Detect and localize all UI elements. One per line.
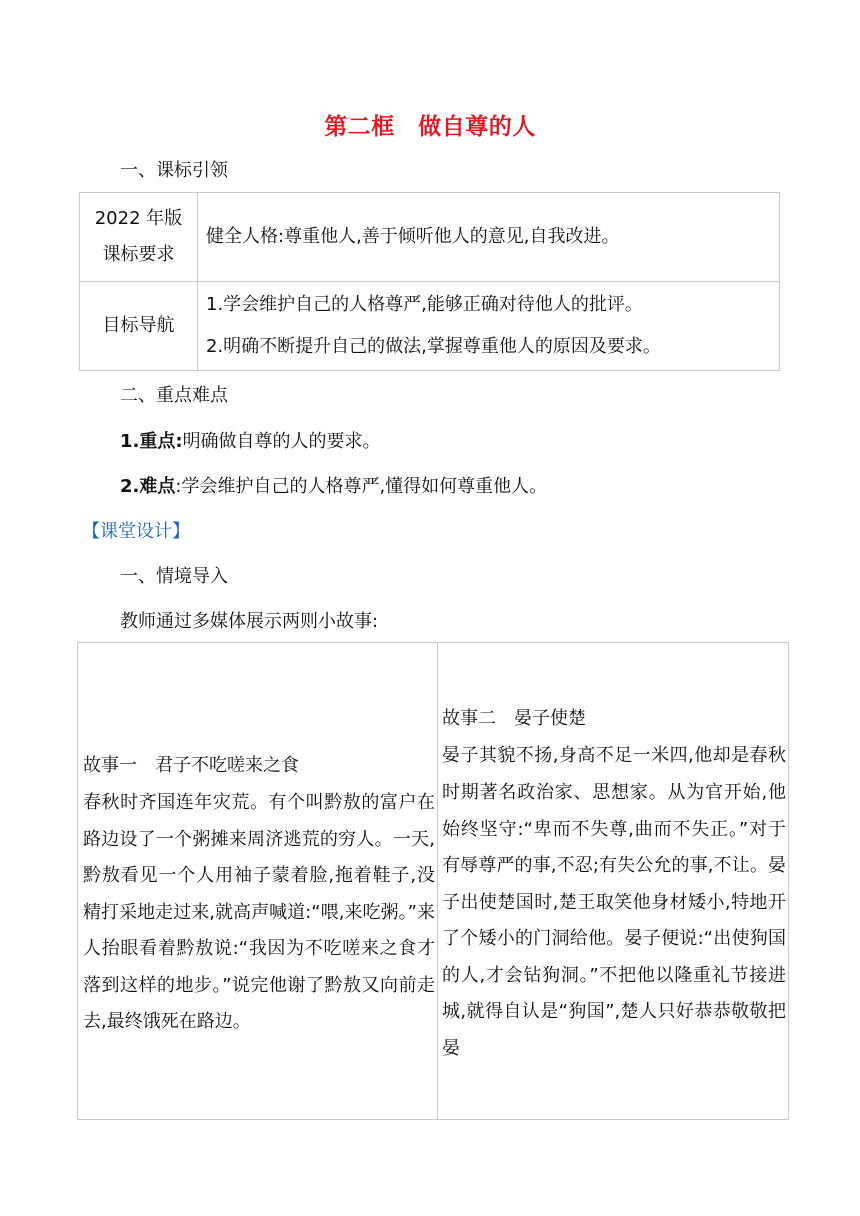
goal-item-2: 2.明确不断提升自己的做法,掌握尊重他人的原因及要求。: [206, 336, 661, 357]
difficult-point-text: :学会维护自己的人格尊严,懂得如何尊重他人。: [175, 476, 548, 497]
intro-text: 教师通过多媒体展示两则小故事:: [120, 611, 379, 632]
intro-heading: 一、情境导入: [120, 566, 228, 587]
stories-table: [77, 642, 789, 1120]
standards-label-line1: 2022 年版: [94, 208, 183, 229]
difficult-point: [120, 474, 547, 500]
story-cell-2: [438, 643, 789, 1120]
story-cell-1: [78, 643, 438, 1120]
section-heading-curriculum: 一、课标引领: [120, 160, 228, 181]
page-title: 第二框 做自尊的人: [324, 114, 536, 140]
story-2-heading: 故事二 晏子使楚: [442, 708, 586, 730]
goals-label-cell: [80, 282, 198, 371]
standards-label-line2: 课标要求: [102, 244, 175, 265]
table-row: [78, 643, 789, 1120]
goal-item-1: 1.学会维护自己的人格尊严,能够正确对待他人的批评。: [206, 294, 643, 315]
standards-content-cell: [198, 193, 780, 282]
key-point-lead: 1.重点:: [120, 431, 183, 452]
key-point: [120, 429, 381, 455]
key-point-text: 明确做自尊的人的要求。: [182, 431, 381, 452]
curriculum-standards-table: [79, 192, 780, 371]
goals-label: 目标导航: [102, 315, 175, 336]
classroom-design-label: 【课堂设计】: [82, 521, 190, 542]
section-heading-key-points: 二、重点难点: [120, 385, 228, 406]
story-1-heading: 故事一 君子不吃嗟来之食: [83, 754, 299, 776]
story-1-body: 春秋时齐国连年灾荒。有个叫黔敖的富户在路边设了一个粥摊来周济逃荒的穷人。一天,黔敖看见一个人用袖子蒙着脸,拖着鞋子,没精打采地走过来,就高声喊道:“喂,来吃粥。”来人抬眼看着黔敖说:“我因为不吃嗟来之食才落到这样的地步。”说完他谢了黔敖又向前走去,最终饿死在路边。: [83, 791, 435, 1033]
standards-label-cell: [80, 193, 198, 282]
table-row: [80, 282, 780, 371]
standards-content: 健全人格:尊重他人,善于倾听他人的意见,自我改进。: [206, 226, 620, 247]
goals-content-cell: [198, 282, 780, 371]
difficult-point-lead: 2.难点: [120, 476, 176, 497]
table-row: [80, 193, 780, 282]
story-2-body: 晏子其貌不扬,身高不足一米四,他却是春秋时期著名政治家、思想家。从为官开始,他始终坚守:“卑而不失尊,曲而不失正。”对于有辱尊严的事,不忍;有失公允的事,不让。晏子出使楚国时,楚王取笑他身材矮小,特地开了个矮小的门洞给他。晏子便说:“出使狗国的人,才会钻狗洞。”不把他以隆重礼节接进城,就得自认是“狗国”,楚人只好恭恭敬敬把晏: [442, 745, 786, 1060]
